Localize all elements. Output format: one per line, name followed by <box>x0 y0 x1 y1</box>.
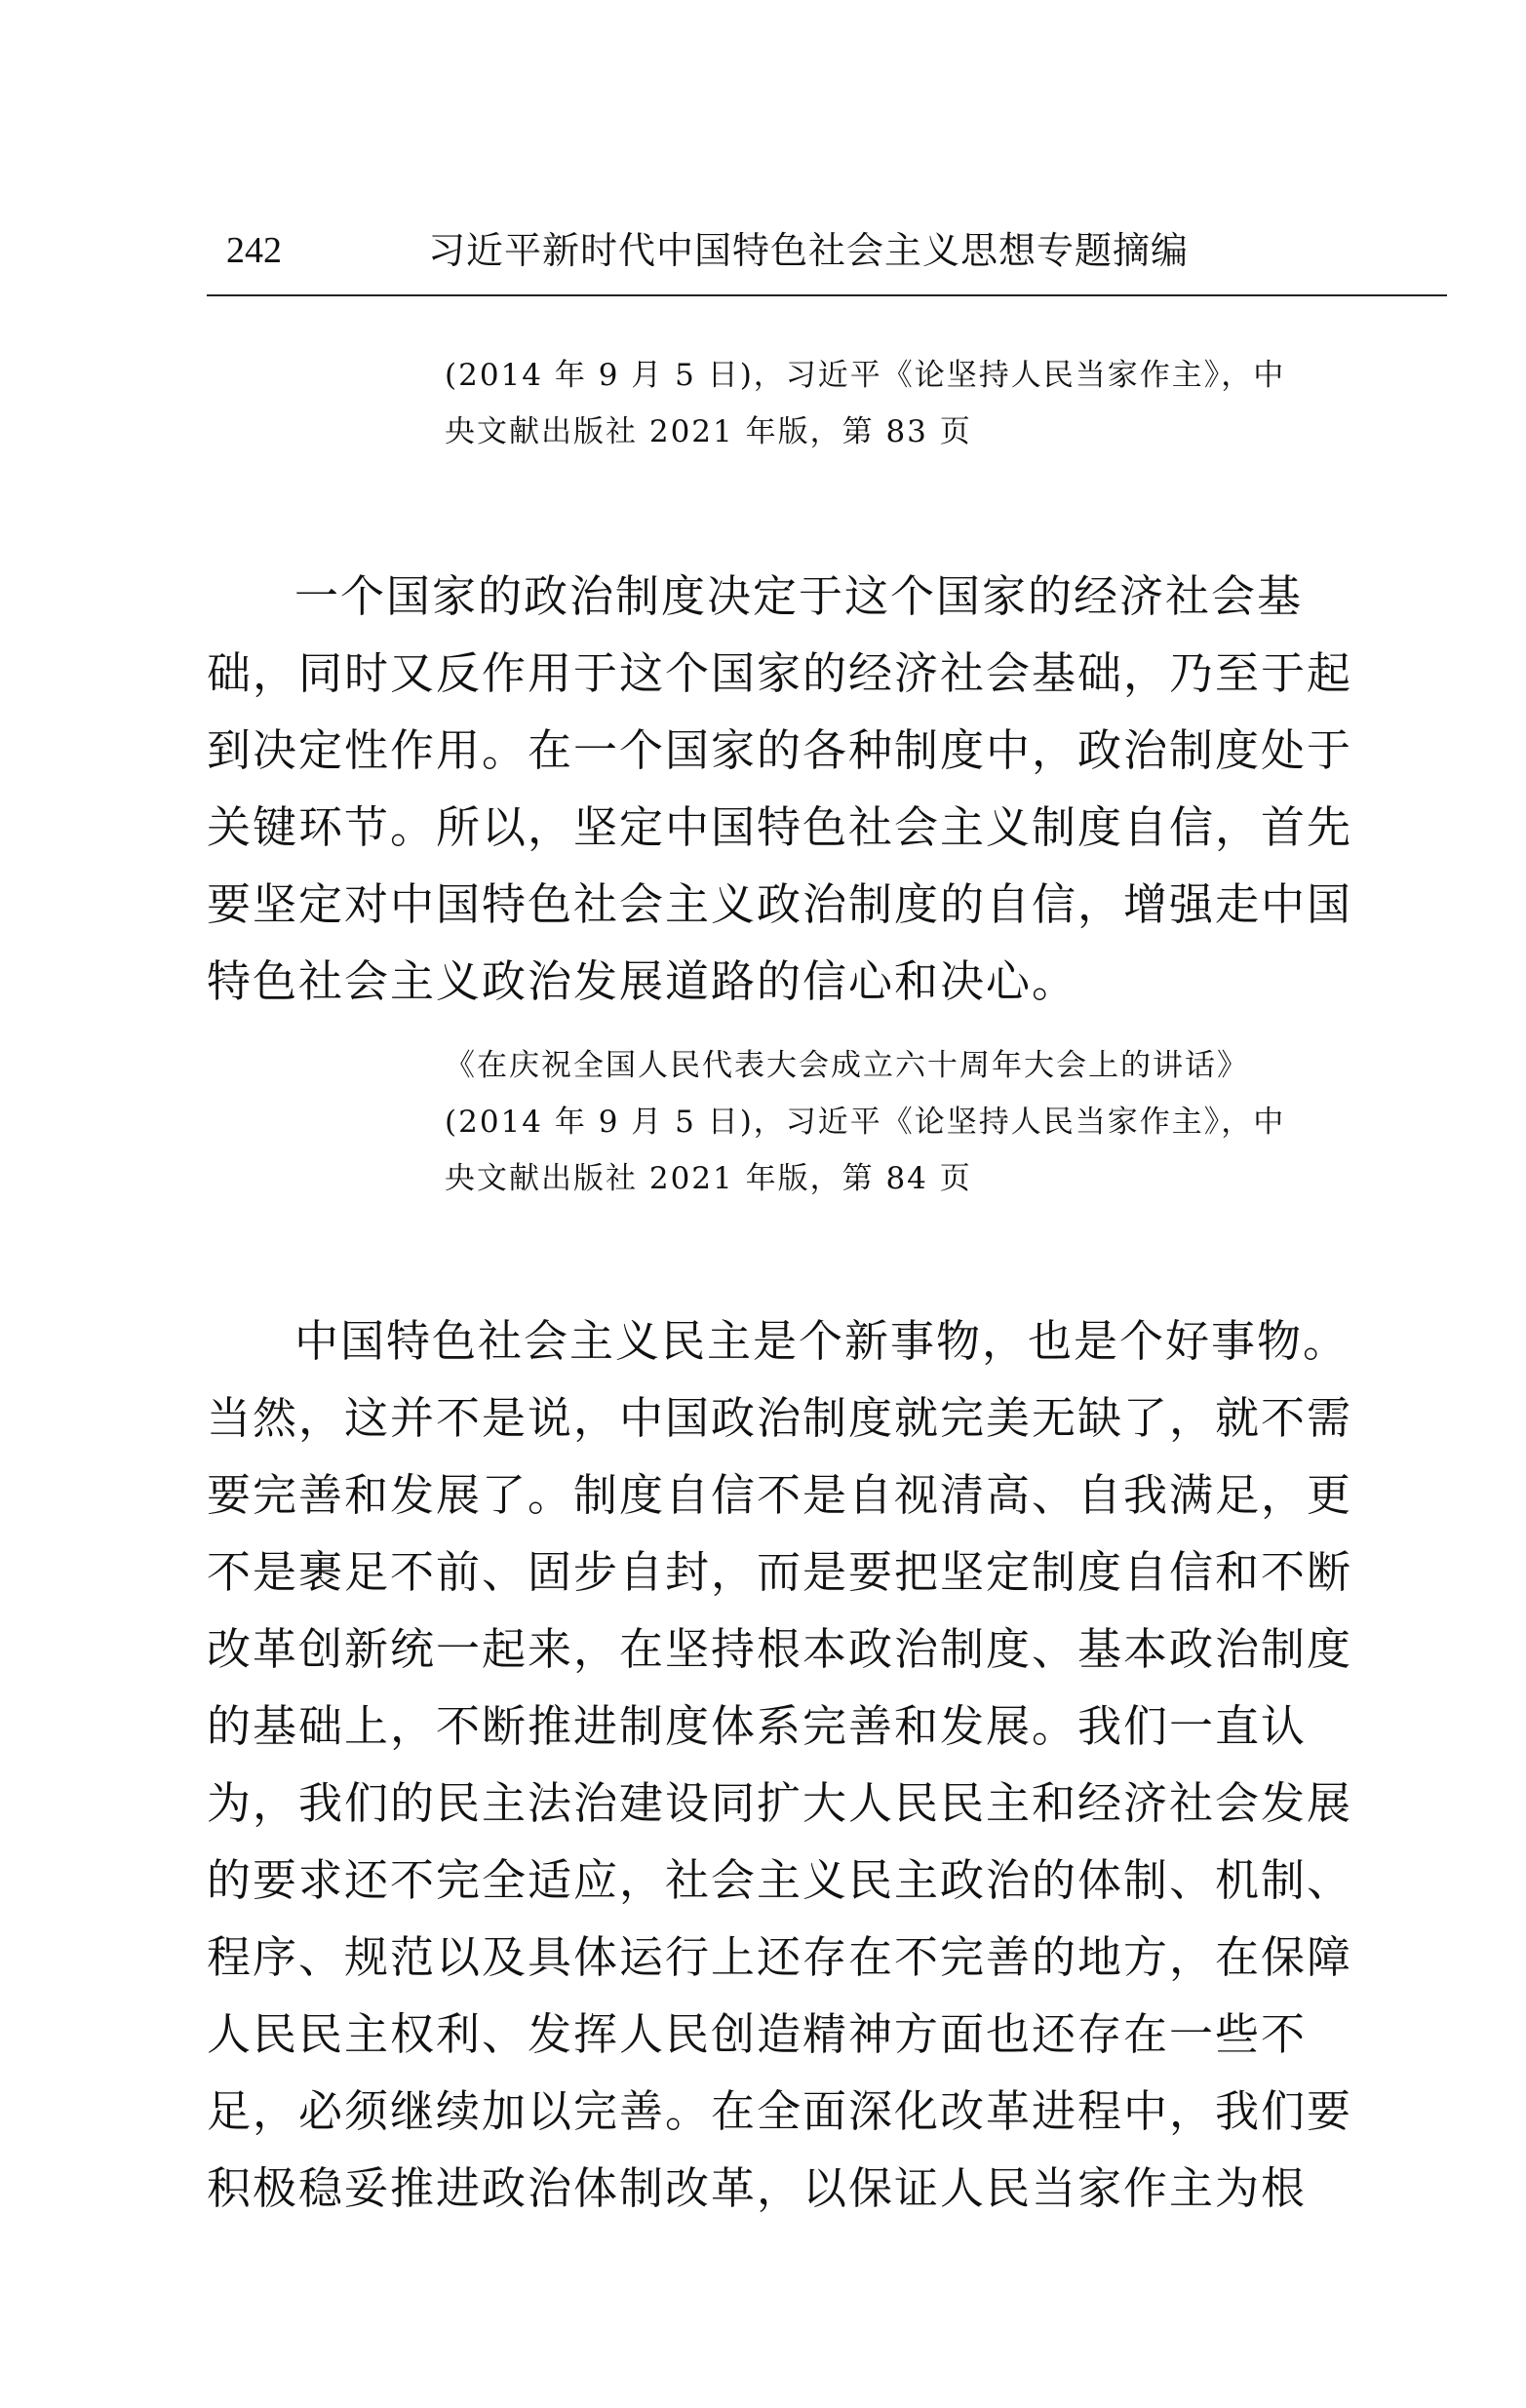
citation-line: 《在庆祝全国人民代表大会成立六十周年大会上的讲话》 <box>445 1048 1249 1083</box>
page-number: 242 <box>226 230 282 271</box>
paragraph-line: 为，我们的民主法治建设同扩大人民民主和经济社会发展 <box>207 1777 1353 1829</box>
paragraph-line: 要坚定对中国特色社会主义政治制度的自信，增强走中国 <box>207 878 1353 930</box>
citation-line: (2014 年 9 月 5 日)，习近平《论坚持人民当家作主》，中 <box>445 1105 1286 1140</box>
paragraph-line: 人民民主权利、发挥人民创造精神方面也还存在一些不 <box>207 2008 1308 2060</box>
paragraph-line: 程序、规范以及具体运行上还存在不完善的地方，在保障 <box>207 1931 1353 1983</box>
paragraph-line: 积极稳妥推进政治体制改革，以保证人民当家作主为根 <box>207 2162 1308 2214</box>
paragraph-line: 的基础上，不断推进制度体系完善和发展。我们一直认 <box>207 1700 1308 1752</box>
running-title: 习近平新时代中国特色社会主义思想专题摘编 <box>428 229 1190 272</box>
citation-line: 央文献出版社 2021 年版，第 84 页 <box>445 1161 972 1196</box>
paragraph-line: 础，同时又反作用于这个国家的经济社会基础，乃至于起 <box>207 647 1353 699</box>
paragraph-line: 要完善和发展了。制度自信不是自视清高、自我满足，更 <box>207 1469 1353 1521</box>
body-paragraph-2 <box>207 1302 1447 2227</box>
paragraph-line: 中国特色社会主义民主是个新事物，也是个好事物。 <box>294 1315 1350 1367</box>
paragraph-line: 的要求还不完全适应，社会主义民主政治的体制、机制、 <box>207 1854 1353 1906</box>
paragraph-line: 当然，这并不是说，中国政治制度就完美无缺了，就不需 <box>207 1392 1353 1444</box>
citation-line: 央文献出版社 2021 年版，第 83 页 <box>445 414 972 449</box>
citation-1 <box>445 347 1449 460</box>
paragraph-line: 特色社会主义政治发展道路的信心和决心。 <box>207 955 1078 1007</box>
header-rule <box>207 294 1447 296</box>
body-paragraph-1 <box>207 558 1447 1020</box>
citation-2 <box>445 1037 1449 1207</box>
paragraph-line: 足，必须继续加以完善。在全面深化改革进程中，我们要 <box>207 2085 1353 2137</box>
paragraph-line: 不是裹足不前、固步自封，而是要把坚定制度自信和不断 <box>207 1546 1353 1598</box>
citation-line: (2014 年 9 月 5 日)，习近平《论坚持人民当家作主》，中 <box>445 358 1286 393</box>
paragraph-line: 关键环节。所以，坚定中国特色社会主义制度自信，首先 <box>207 801 1353 853</box>
paragraph-line: 到决定性作用。在一个国家的各种制度中，政治制度处于 <box>207 724 1353 776</box>
page-header <box>207 226 1445 285</box>
paragraph-line: 改革创新统一起来，在坚持根本政治制度、基本政治制度 <box>207 1623 1353 1675</box>
paragraph-line: 一个国家的政治制度决定于这个国家的经济社会基 <box>294 570 1304 622</box>
